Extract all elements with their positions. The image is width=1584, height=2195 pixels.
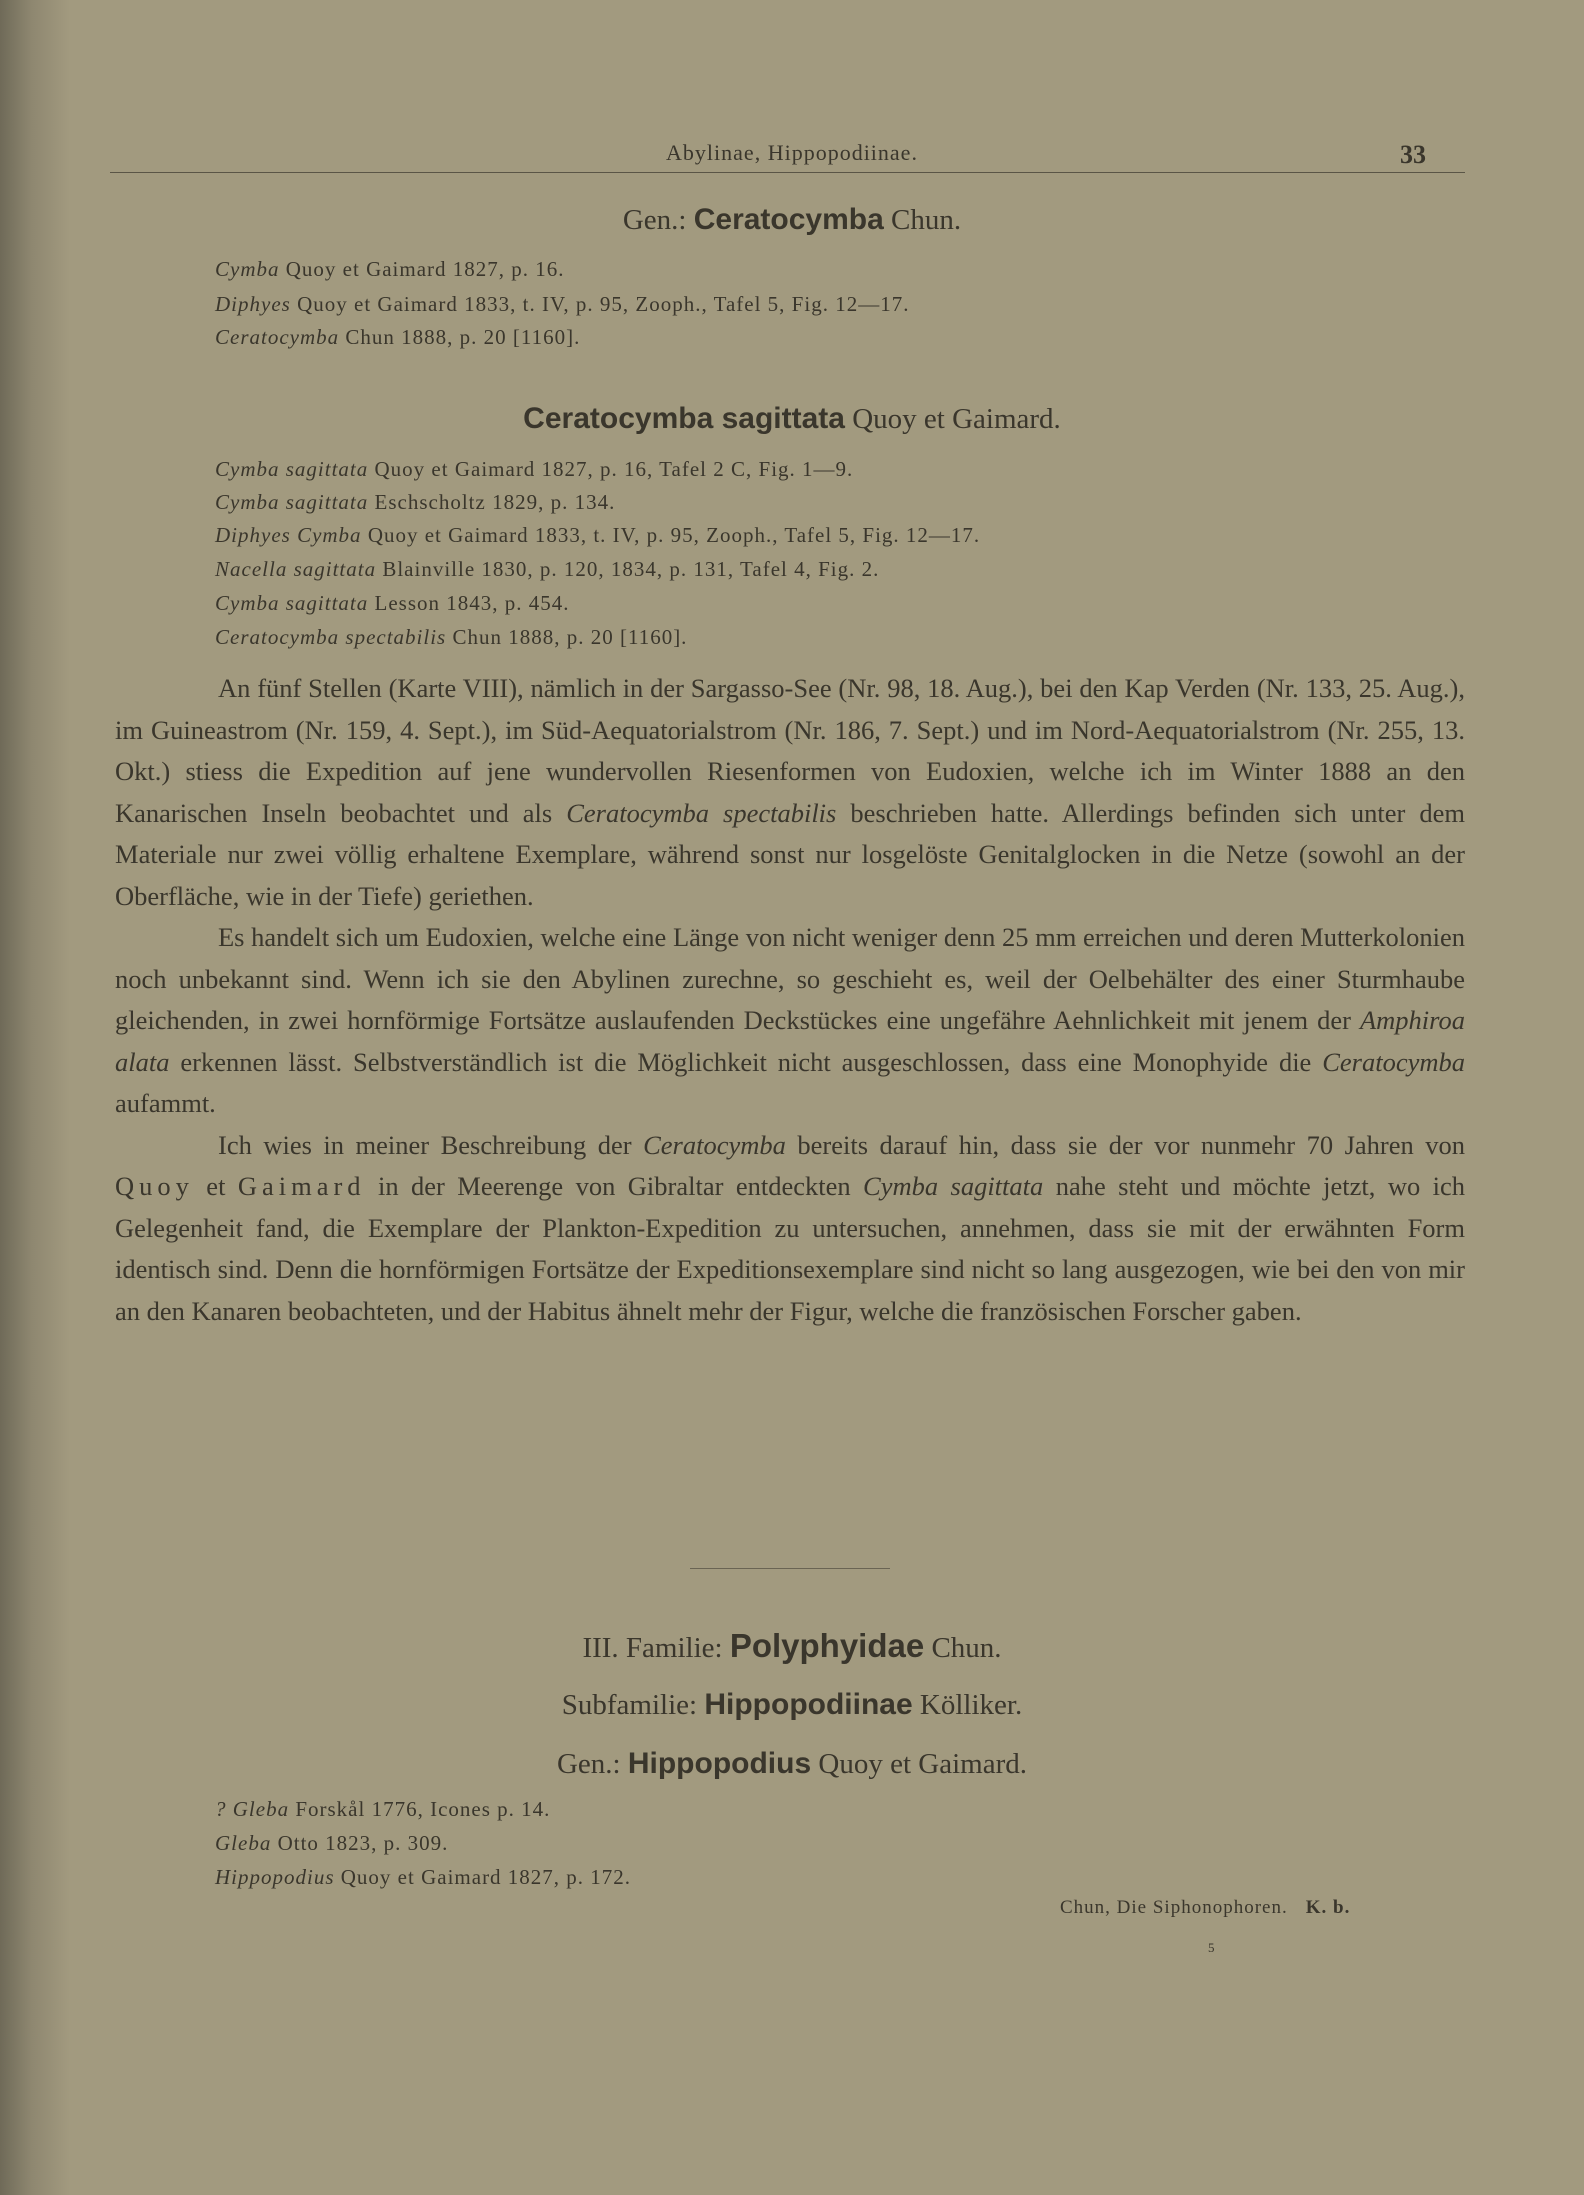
- italic-run: Ceratocymba spectabilis: [566, 797, 837, 828]
- species-name: Ceratocymba sagittata: [523, 402, 845, 435]
- synonym-line: [215, 457, 853, 482]
- synonym-taxon: Nacella sagittata: [215, 557, 377, 581]
- synonym-ref: Quoy et Gaimard 1827, p. 16, Tafel 2 C, Fig. 1—9.: [368, 457, 854, 481]
- synonym-line: [215, 257, 565, 282]
- synonym-line: [215, 292, 909, 317]
- genus-author: Quoy et Gaimard.: [811, 1748, 1027, 1780]
- genus-prefix: Gen.:: [556, 1748, 628, 1780]
- spaced-author: Gaimard: [237, 1171, 366, 1201]
- synonym-ref: Chun 1888, p. 20 [1160].: [446, 625, 688, 649]
- synonym-ref: Lesson 1843, p. 454.: [368, 591, 570, 615]
- signature-mark: 5: [1208, 1940, 1215, 1955]
- synonym-ref: Quoy et Gaimard 1833, t. IV, p. 95, Zooph., Tafel 5, Fig. 12—17.: [361, 523, 981, 547]
- footer-text: Chun, Die Siphonophoren.: [1060, 1897, 1288, 1918]
- italic-run: Ceratocymba: [643, 1129, 786, 1160]
- synonym-taxon: Ceratocymba: [215, 325, 340, 349]
- text-run: erkennen lässt. Selbstverständlich ist die Möglichkeit nicht ausgeschlossen, dass eine Monophyide die: [169, 1046, 1323, 1077]
- synonym-ref: Quoy et Gaimard 1833, t. IV, p. 95, Zooph., Tafel 5, Fig. 12—17.: [290, 292, 910, 316]
- genus-prefix: Gen.:: [622, 204, 694, 236]
- synonym-taxon: Ceratocymba spectabilis: [215, 625, 447, 649]
- text-run: bereits darauf hin, dass sie der vor nunmehr 70 Jahren von: [785, 1129, 1465, 1160]
- synonym-ref: Quoy et Gaimard 1827, p. 172.: [334, 1865, 632, 1889]
- text-run: in der Meerenge von Gibraltar entdeckten: [365, 1171, 864, 1201]
- genus-heading-hippopodius: [0, 1747, 1584, 1781]
- synonym-ref: Quoy et Gaimard 1827, p. 16.: [279, 257, 565, 281]
- text-run: An fünf Stellen (Karte VIII), nämlich in der Sargasso-See (Nr. 98, 18. Aug.), bei den Kap Verden (Nr. 133, 25. Aug.), im Guineastrom (Nr. 159, 4. Sept.), im Süd-Aequatorialstrom (Nr. 186, 7. Sept.) und im Nord-Aequatorialstrom (Nr. 255, 13. Okt.) stiess die Expedition auf jene wundervollen Riesenformen von Eudoxien, welche ich im Winter 1888 an den Kanarischen Inseln beobachtet und als: [115, 673, 1465, 828]
- text-run: beschrieben hatte. Allerdings befinden sich unter dem Materiale nur zwei völlig erhaltene Exemplare, während sonst nur losgelöste Genitalglocken in die Netze (sowohl an der Oberfläche, wie in der Tiefe) geriethen.: [115, 797, 1465, 911]
- synonym-taxon: Diphyes: [215, 292, 291, 316]
- synonym-taxon: Cymba sagittata: [215, 591, 369, 615]
- synonym-line: [215, 490, 615, 515]
- synonym-ref: Forskål 1776, Icones p. 14.: [289, 1797, 551, 1821]
- footer-mark: K. b.: [1305, 1897, 1351, 1918]
- synonym-taxon: Cymba sagittata: [215, 490, 369, 514]
- subfamily-prefix: Subfamilie:: [561, 1689, 705, 1721]
- synonym-line: [215, 1797, 550, 1822]
- synonym-line: [215, 557, 879, 582]
- italic-run: Cymba sagittata: [863, 1171, 1044, 1201]
- text-run: et: [193, 1171, 238, 1201]
- text-run: Es handelt sich um Eudoxien, welche eine Länge von nicht weniger denn 25 mm erreichen und deren Mutterkolonien noch unbekannt sind. Wenn ich sie den Abylinen zurechne, so geschieht es, weil der Oelbehälter des einer Sturmhaube gleichenden, in zwei hornförmige Fortsätze auslaufenden Deckstückes eine ungefähre Aehnlichkeit mit jenem der: [115, 922, 1465, 1035]
- paragraph-3: [115, 1125, 1465, 1333]
- synonym-ref: Chun 1888, p. 20 [1160].: [339, 325, 581, 349]
- synonym-line: [215, 1865, 631, 1890]
- section-separator: [690, 1568, 890, 1569]
- text-run: Ich wies in meiner Beschreibung der: [218, 1129, 644, 1160]
- synonym-line: [215, 325, 580, 350]
- synonym-taxon: ? Gleba: [215, 1797, 290, 1821]
- synonym-taxon: Cymba sagittata: [215, 457, 369, 481]
- family-name: Polyphyidae: [729, 1627, 925, 1664]
- synonym-ref: Blainville 1830, p. 120, 1834, p. 131, Tafel 4, Fig. 2.: [376, 557, 880, 581]
- family-heading: [0, 1627, 1584, 1665]
- synonym-ref: Eschscholtz 1829, p. 134.: [368, 490, 616, 514]
- genus-name: Hippopodius: [627, 1747, 812, 1780]
- text-run: nahe steht und möchte jetzt, wo ich Gelegenheit fand, die Exemplare der Plankton-Expedition zu untersuchen, annehmen, dass sie mit der erwähnten Form identisch sind. Denn die hornförmigen Fortsätze der Expeditionsexemplare sind nicht so lang ausgezogen, wie bei den von mir an den Kanaren beobachteten, und der Habitus ähnelt mehr der Figur, welche die französischen Forscher gaben.: [115, 1171, 1465, 1326]
- subfamily-author: Kölliker.: [912, 1689, 1023, 1721]
- synonym-taxon: Cymba: [215, 257, 280, 281]
- synonym-line: [215, 1831, 448, 1856]
- italic-run: Ceratocymba: [1322, 1046, 1465, 1077]
- synonym-taxon: Gleba: [215, 1831, 272, 1855]
- family-prefix: III. Familie:: [582, 1632, 730, 1664]
- paragraph-2: [115, 917, 1465, 1125]
- synonym-taxon: Diphyes Cymba: [215, 523, 362, 547]
- subfamily-name: Hippopodiinae: [704, 1688, 913, 1721]
- synonym-taxon: Hippopodius: [215, 1865, 335, 1889]
- genus-name: Ceratocymba: [693, 203, 884, 236]
- subfamily-heading: [0, 1688, 1584, 1722]
- footer-imprint: [1060, 1897, 1350, 1919]
- paragraph-1: [115, 668, 1465, 917]
- body-text: [115, 668, 1465, 1332]
- family-author: Chun.: [924, 1632, 1002, 1664]
- page-number: 33: [1400, 140, 1426, 169]
- synonym-line: [215, 591, 570, 616]
- genus-heading-ceratocymba: [0, 203, 1584, 237]
- genus-author: Chun.: [883, 204, 962, 236]
- synonym-line: [215, 523, 980, 548]
- species-author: Quoy et Gaimard.: [844, 403, 1061, 435]
- synonym-line: [215, 625, 687, 650]
- species-heading: [0, 402, 1584, 436]
- header-rule: [110, 172, 1465, 173]
- synonym-ref: Otto 1823, p. 309.: [271, 1831, 449, 1855]
- italic-run: Amphiroa alata: [115, 1005, 1465, 1077]
- spaced-author: Quoy: [115, 1171, 194, 1201]
- running-head: Abylinae, Hippopodiinae.: [666, 140, 918, 165]
- text-run: aufammt.: [115, 1088, 216, 1118]
